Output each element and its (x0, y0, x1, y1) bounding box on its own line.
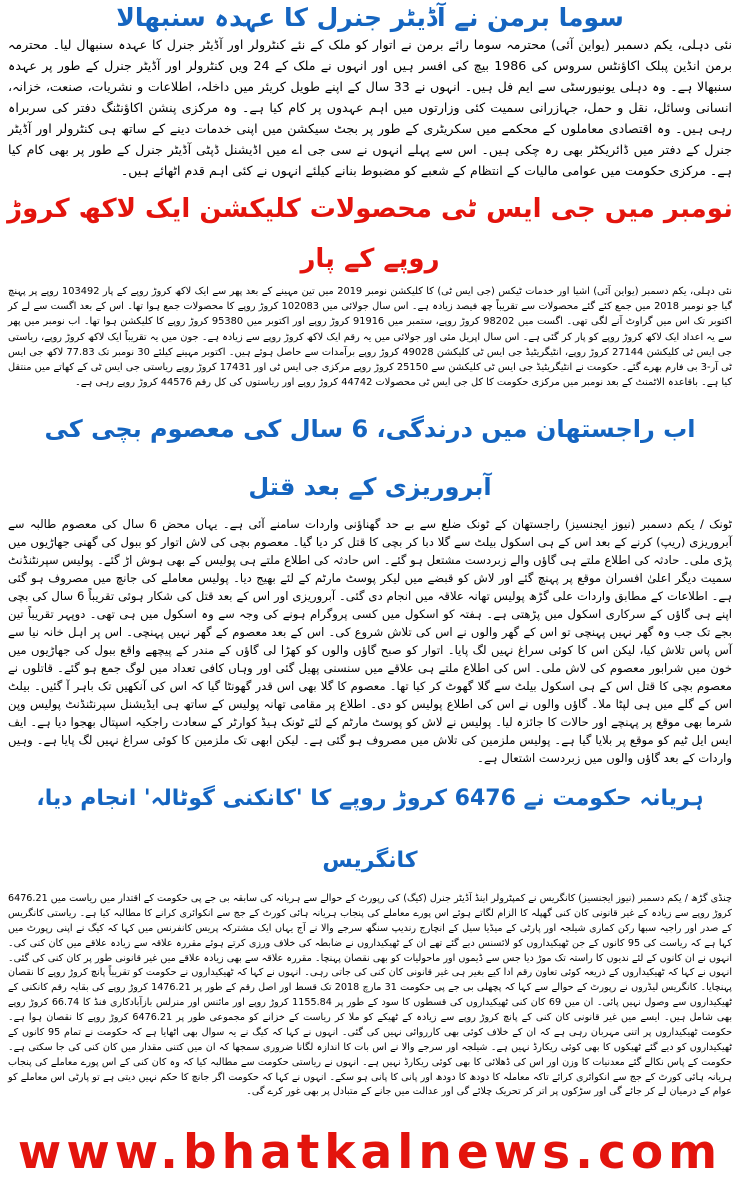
article-gst-collection (6, 184, 734, 396)
article-body: نئی دہلی، یکم دسمبر (یواین آئی) محترمہ سوما رائے برمن نے اتوار کو ملک کے نئے کنٹرولر اور آڈیٹر جنرل کا عہدہ سنبھال لیا۔ محترمہ برمن انڈین پبلک اکاؤنٹس سروس کی 1986 بیچ کی افسر ہیں اور انہوں نے ملک کے 24 ویں کنٹرولر اور آڈیٹر جنرل کے طور پر عہدہ سنبھالا ہے۔ وہ دہلی یونیورسٹی سے ایم فل ہیں۔ انہوں نے 33 سال کے اپنے طویل کریئر میں داخلہ، اطلاعات و نشریات، صنعت، خزانہ، انسانی وسائل، نقل و حمل، جہازرانی سمیت کئی وزارتوں میں اہم عہدوں پر کام کیا ہے۔ وہ مرکزی پنشن اکاؤنٹنگ دفتر کی سربراہ رہی ہیں۔ وہ اقتصادی معاملوں کے محکمے میں سکریٹری کے طور پر بجٹ سیکشن میں اپنی خدمات دینے کے ساتھ ہی کنٹرولر اور آڈیٹر جنرل کے دفتر میں ڈائریکٹر بھی رہ چکی ہیں۔ اس سے پہلے انہوں نے سی جی اے میں اڈیشنل ڈپٹی آڈیٹر جنرل کے طور پر بھی کام کیا ہے۔ مرکزی حکومت میں عوامی مالیات کے انتظام کے شعبے کو مضبوط بنانے کیلئے انہوں نے کئی اہم قدم اٹھائے ہیں۔ (8, 37, 732, 178)
article-headline: سوما برمن نے آڈیٹر جنرل کا عہدہ سنبھالا (116, 3, 624, 32)
article-headline: اب راجستھان میں درندگی، 6 سال کی معصوم بچی کی آبروریزی کے بعد قتل (44, 415, 696, 501)
article-headline: ہریانہ حکومت نے 6476 کروڑ روپے کا 'کانکنی گوٹالہ' انجام دیا، کانگریس (36, 786, 704, 873)
article-rajasthan-crime (6, 400, 734, 770)
article-body: چنڈی گڑھ / یکم دسمبر (نیوز ایجنسیز) کانگریس نے کمپٹرولر اینڈ آڈیٹر جنرل (کیگ) کی رپورٹ کے حوالے سے ہریانہ کی سابقہ بی جے پی حکومت کے اقتدار میں ریاست میں 6476.21 کروڑ روپے سے زیادہ کے غیر قانونی کان کنی گھپلہ کا الزام لگاتے ہوئے اس پورے معاملے کی پنجاب ہریانہ ہائی کورٹ کے جج سے انکوائری کرانے کا مطالبہ کیا ہے۔ ریاستی کانگریس کے صدر اور راجیہ سبھا رکن کماری شیلجہ اور پارٹی کے میڈیا سیل کے انچارج رندیپ سنگھ سرجے والا نے آج یہاں ایک مشترکہ پریس کانفرنس میں کہا کہ کیگ نے اپنی رپورٹ میں کہا ہے کہ ریاست کی 95 کانوں کے جن ٹھیکیداروں کو لائسنس دیے گئے تھے ان کے ٹھیکیداروں نے ضابطہ کی خلاف ورزی کرتے ہوئے مقررہ علاقہ سے زیادہ علاقے میں کان کنی کی۔ انہوں نے ان کانوں کے لئے ندیوں کا راستہ تک موڑ دیا جس سے ڈیموں اور ماحولیات کو بھی نقصان پہنچا۔ مقررہ علاقہ سے بھی زیادہ علاقے میں غیر قانونی طور پر کان کنی کی گئی۔ انہوں نے کہا کہ ٹھیکیداروں کے ذریعہ کوئی تعاون رقم ادا کیے بغیر ہی غیر قانونی کان کنی کی جاتی رہی۔ انہوں نے کہا کہ ٹھیکیداروں نے حکومت کو تقریباً پانچ کروڑ روپے کا نقصان پہنچایا۔ کانگریس لیڈروں نے رپورٹ کے حوالے سے کہا کہ پچھلی بی جے پی حکومت 31 مارچ 2018 تک قسط اور اصل رقم کے طور پر 1476.21 کروڑ روپے کی بقایہ رقم کانکنی کے ٹھیکیداروں سے وصول نہیں پائی۔ ان میں 69 کان کنی ٹھیکیداروں کی قسطوں کا سود کے طور پر 1155.84 کروڑ روپے اور مائنس اور منرلس بازآبادکاری فنڈ کا 66.74 کروڑ روپے بھی شامل ہیں۔ ایسے میں غیر قانونی کان کنی کے پانچ کروڑ روپے سے زیادہ کے ٹھیکے کو ملا کر ریاست کے خزانے کو مجموعی طور پر 6476.21 کروڑ روپے کا نقصان ہوا ہے۔ حکومت ٹھیکیداروں پر اتنی مہربان رہی ہے کہ ان کے خلاف کوئی بھی کارروائی نہیں کی گئی۔ انہوں نے کہا کہ کیگ نے یہ سوال بھی اٹھایا ہے کہ حکومت نے تمام 95 کانوں کے ٹھیکیداروں کو دیے گئے ٹھیکوں کا بھی کوئی ریکارڈ نہیں ہے۔ شیلجہ اور سرجے والا نے اس بات کا اندازہ لگانا ضروری سمجھا کہ ان میں کتنی مقدار میں کان کنی کی جا سکتی ہے۔ حکومت کے پاس نکالے گئے معدنیات کا وزن اور اس کی ڈھلائی کا بھی کوئی ریکارڈ نہیں ہے۔ انہوں نے ریاستی حکومت سے مطالبہ کیا کہ وہ کان کنی کے اس پورے معاملے کی پنجاب ہریانہ ہائی کورٹ کے جج سے انکوائری کرائے تاکہ معاملہ کا دودھ کا دودھ اور پانی کا پانی ہو سکے۔ انہوں نے کہا کہ حکومت اگر جانچ کا حکم نہیں دیتی ہے تو پارٹی اس معاملے کو عوام کے درمیان لے کر جائے گی اور سڑکوں پر اتر کر تحریک چلائے گی اور عدالت میں جانے کے متبادل پر بھی غور کرے گی۔ (8, 893, 732, 1098)
article-body: ٹونک / یکم دسمبر (نیوز ایجنسیز) راجستھان کے ٹونک ضلع سے بے حد گھناؤنی واردات سامنے آئی ہے۔ یہاں محض 6 سال کی معصوم طالبہ سے آبروریزی (ریپ) کرنے کے بعد اس کے ہی اسکول بیلٹ سے گلا دبا کر بچی کا قتل کر دیا گیا۔ معصوم بچی کی لاش اتوار کو ببول کی گھنی جھاڑیوں میں پڑی ملی۔ حادثہ کی اطلاع ملتے ہی گاؤں والے زبردست مشتعل ہو گئے۔ اس حادثہ کی اطلاع ملتے ہی پولیس کے بھی ہوش اڑ گئے۔ پولیس سپرنٹنڈنٹ سمیت دیگر اعلیٰ افسران موقع پر پہنچ گئے اور لاش کو قبضے میں لیکر پوسٹ مارٹم کے لئے بھیج دیا۔ پولیس معاملے کی جانچ میں مصروف ہو گئی ہے۔ اطلاعات کے مطابق واردات علی گڑھ پولیس تھانہ علاقہ میں انجام دی گئی۔ آبروریزی اور اس کے بعد قتل کی شکار ہوئی تقریباً 6 سال کی بچی اپنے ہی گاؤں کے سرکاری اسکول میں پڑھتی ہے۔ ہفتہ کو اسکول میں کسی پروگرام ہونے کی وجہ سے وہ اسکول میں ہی تھی۔ دوپہر تقریباً تین بجے تک جب وہ گھر نہیں پہنچی تو اس کے گھر والوں نے اس کی تلاش شروع کی۔ اس کے بعد معصوم کے گھر نہیں پہنچی۔ اس پر اہل خانہ نیا سے آس پاس تلاش کیا، لیکن اس کا کوئی سراغ نہیں لگ پایا۔ اتوار کو صبح گاؤں والوں کو کھڑا لی گاؤں کے مندر کے پیچھے واقع ببول کی جھاڑیوں میں خون میں شرابور معصوم کی لاش ملی۔ اس کی اطلاع ملتے ہی علاقے میں سنسنی پھیل گئی اور وہاں کافی تعداد میں لوگ جمع ہو گئے۔ قاتلوں نے معصوم بچی کا قتل اس کے ہی اسکول بیلٹ سے گلا گھوٹ کر کیا تھا۔ معصوم کا گلا بھی اس قدر گھونٹا گیا کہ اس کی آنکھیں تک باہر آ گئیں۔ بیلٹ اس کے گلے میں ہی لپٹا ملا۔ گاؤں والوں نے اس کی اطلاع پولیس کو دی۔ اطلاع پر مقامی تھانہ پولیس کے ساتھ ہی ایڈیشنل سپرنٹنڈنٹ پولیس وپن شرما بھی موقع پر پہنچے اور حالات کا جائزہ لیا۔ پولیس نے لاش کو پوسٹ مارٹم کے لئے ٹونک ہیڈ کوارٹر کے سعادت راجکیہ اسپتال بھجوا دیا ہے۔ ایف ایس ایل ٹیم کو موقع پر بلایا گیا ہے۔ پولیس ملزمین کی تلاش میں مصروف ہو گئی ہے۔ لیکن ابھی تک ملزمین کا کوئی سراغ نہیں لگ پایا ہے۔ وہیں واردات کے بعد گاؤں والوں میں زبردست اشتعال ہے۔ (8, 517, 732, 765)
article-headline: نومبر میں جی ایس ٹی محصولات کلیکشن ایک لاکھ کروڑ روپے کے پار (7, 194, 733, 274)
website-footer: www.bhatkalnews.com (17, 1125, 723, 1180)
article-body: نئی دہلی، یکم دسمبر (یواین آئی) اشیا اور خدمات ٹیکس (جی ایس ٹی) کا کلیکشن نومبر 2019 میں تین مہینے کے بعد پھر سے ایک لاکھ کروڑ روپے کے پار 103492 روپے پر پہنچ گیا جو نومبر 2018 میں جمع کئے گئے محصولات سے تقریباً چھ فیصد زیادہ ہے۔ اس سال جولائی میں 102083 کروڑ روپے کا محصولات جمع ہوا تھا۔ اس کے بعد اگست سے لے کر اکتوبر تک اس میں گراوٹ آنے لگی تھی۔ اگست میں 98202 کروڑ روپے، ستمبر میں 91916 کروڑ روپے اور اکتوبر میں 95380 کروڑ روپے کا کلیکشن ہوا تھا۔ اب نومبر میں پھر سے یہ اعداد ایک لاکھ کروڑ روپے کو پار کر گئی ہے۔ اس سال اپریل مئی اور جولائی میں یہ رقم ایک لاکھ کروڑ روپے سے زیادہ ہے۔ جون میں یہ تقریباً ایک لاکھ کروڑ روپے، ریاستی جی ایس ٹی کلیکشن 27144 کروڑ روپے، انٹیگریٹیڈ جی ایس ٹی کلیکشن 49028 کروڑ روپے برآمدات سے حاصل ہوئے ہیں۔ اکتوبر مہینے کیلئے 30 نومبر تک 77.83 لاکھ جی ایس ٹی آر-3 بی فارم بھرے گئے۔ حکومت نے انٹیگریٹیڈ جی ایس ٹی کلیکشن سے 25150 کروڑ روپے مرکزی جی ایس ٹی اور 17431 کروڑ روپے ریاستی جی ایس ٹی کے کھاتے میں منتقل کیا ہے۔ باقاعدہ الاٹمنٹ کے بعد نومبر میں مرکزی حکومت کا کل جی ایس ٹی محصولات 44742 کروڑ روپے اور ریاستوں کی کل رقم 44576 کروڑ روپے رہی ہے۔ (8, 286, 732, 389)
article-haryana-mining (6, 768, 734, 1113)
